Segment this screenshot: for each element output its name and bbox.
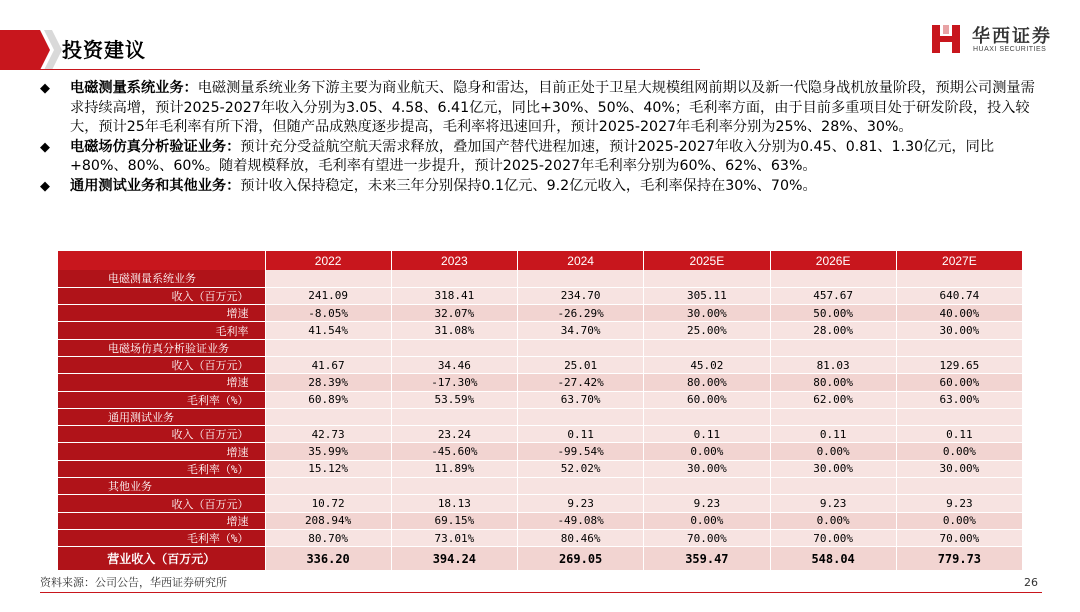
table-cell: 0.00%	[770, 443, 896, 460]
table-cell: 50.00%	[770, 305, 896, 322]
table-cell: 40.00%	[896, 305, 1022, 322]
diamond-bullet-icon: ◆	[40, 139, 50, 155]
table-cell	[518, 408, 644, 425]
bullet-lead: 通用测试业务和其他业务：	[70, 177, 241, 194]
table-row	[58, 391, 1023, 408]
row-label: 增速	[58, 512, 265, 529]
table-cell: -17.30%	[391, 374, 517, 391]
table-cell: 63.00%	[896, 391, 1022, 408]
table-cell: 11.89%	[391, 460, 517, 477]
table-cell	[770, 408, 896, 425]
table-row	[58, 374, 1023, 391]
table-cell	[896, 408, 1022, 425]
table-cell: 457.67	[770, 287, 896, 304]
table-cell	[518, 339, 644, 356]
table-header-cell: 2024	[518, 251, 644, 270]
table-cell: 30.00%	[644, 460, 770, 477]
table-cell: 63.70%	[518, 391, 644, 408]
table-cell: -27.42%	[518, 374, 644, 391]
bullet-lead: 电磁场仿真分析验证业务：	[70, 138, 241, 155]
table-cell: 41.54%	[265, 322, 391, 339]
table-cell: 305.11	[644, 287, 770, 304]
row-label: 收入（百万元）	[58, 426, 265, 443]
section-label: 通用测试业务	[58, 408, 265, 425]
table-row	[58, 322, 1023, 339]
row-label: 毛利率（%）	[58, 391, 265, 408]
table-cell	[896, 339, 1022, 356]
table-cell: -49.08%	[518, 512, 644, 529]
table-cell: 70.00%	[644, 529, 770, 546]
table-cell: -26.29%	[518, 305, 644, 322]
table-cell: 0.11	[644, 426, 770, 443]
table-cell: 80.00%	[770, 374, 896, 391]
table-cell: -99.54%	[518, 443, 644, 460]
source-note: 资料来源：公司公告，华西证券研究所	[40, 576, 227, 589]
table-row	[58, 443, 1023, 460]
table-section-row	[58, 478, 1023, 495]
brand-logo	[930, 20, 1070, 60]
table-cell: 336.20	[265, 547, 391, 571]
table-cell: 30.00%	[896, 460, 1022, 477]
table-row	[58, 460, 1023, 477]
row-label: 收入（百万元）	[58, 495, 265, 512]
bullet-item	[40, 79, 1040, 138]
table-cell: 25.01	[518, 356, 644, 373]
row-label: 毛利率（%）	[58, 529, 265, 546]
table-section-row	[58, 408, 1023, 425]
table-cell: 0.00%	[770, 512, 896, 529]
table-cell: 28.39%	[265, 374, 391, 391]
table-cell	[770, 478, 896, 495]
table-cell: 81.03	[770, 356, 896, 373]
table-header-row	[58, 251, 1023, 270]
table-cell	[518, 478, 644, 495]
table-cell: 241.09	[265, 287, 391, 304]
bullet-item	[40, 138, 1040, 177]
table-cell: 234.70	[518, 287, 644, 304]
row-label: 收入（百万元）	[58, 356, 265, 373]
page-number: 26	[1024, 576, 1038, 589]
table-cell: 70.00%	[896, 529, 1022, 546]
table-cell: 208.94%	[265, 512, 391, 529]
investment-bullets	[40, 79, 1040, 196]
table-header-cell: 2025E	[644, 251, 770, 270]
table-cell: 0.00%	[644, 443, 770, 460]
table-cell	[644, 478, 770, 495]
row-label: 增速	[58, 374, 265, 391]
table-cell: 25.00%	[644, 322, 770, 339]
table-cell: 0.11	[770, 426, 896, 443]
row-label: 收入（百万元）	[58, 287, 265, 304]
table-row	[58, 356, 1023, 373]
table-cell	[391, 339, 517, 356]
table-row	[58, 305, 1023, 322]
huaxi-logo-icon	[930, 22, 964, 56]
table-cell	[391, 270, 517, 287]
table-section-row	[58, 270, 1023, 287]
table-header-cell: 2026E	[770, 251, 896, 270]
logo-name-cn: 华西证券	[972, 26, 1052, 47]
table-cell	[770, 270, 896, 287]
row-label: 毛利率	[58, 322, 265, 339]
table-cell: 15.12%	[265, 460, 391, 477]
table-cell: 9.23	[896, 495, 1022, 512]
table-cell: 18.13	[391, 495, 517, 512]
table-cell: 69.15%	[391, 512, 517, 529]
table-cell: 45.02	[644, 356, 770, 373]
table-section-row	[58, 339, 1023, 356]
table-cell: 42.73	[265, 426, 391, 443]
table-row	[58, 495, 1023, 512]
table-cell: 73.01%	[391, 529, 517, 546]
table-cell: 60.00%	[644, 391, 770, 408]
table-header-cell: 2023	[391, 251, 517, 270]
table-row	[58, 287, 1023, 304]
table-cell: 779.73	[896, 547, 1022, 571]
table-cell: 318.41	[391, 287, 517, 304]
table-cell: 53.59%	[391, 391, 517, 408]
table-cell: 548.04	[770, 547, 896, 571]
table-body	[58, 270, 1023, 571]
table-header-cell	[58, 251, 265, 270]
table-cell: 80.46%	[518, 529, 644, 546]
bullet-item	[40, 177, 1040, 197]
bullet-text: 预计充分受益航空航天需求释放，叠加国产替代进程加速，预计2025-2027年收入分别为0.45、0.81、1.30亿元，同比+80%、80%、60%。随着规模释放，毛利率有望进一步提升，预计2025-2027年毛利率分别为60%、62%、63%。	[70, 138, 995, 174]
table-cell: 10.72	[265, 495, 391, 512]
table-cell: 60.89%	[265, 391, 391, 408]
table-cell	[391, 478, 517, 495]
table-cell	[896, 478, 1022, 495]
table-cell: 0.00%	[644, 512, 770, 529]
table-cell	[644, 339, 770, 356]
table-cell: 34.46	[391, 356, 517, 373]
table-cell	[265, 339, 391, 356]
table-cell: 9.23	[518, 495, 644, 512]
bullet-lead: 电磁测量系统业务：	[70, 80, 198, 96]
section-label: 电磁测量系统业务	[58, 270, 265, 287]
table-cell: 0.00%	[896, 512, 1022, 529]
row-label: 增速	[58, 443, 265, 460]
table-cell: 269.05	[518, 547, 644, 571]
table-cell: 0.00%	[896, 443, 1022, 460]
table-cell	[770, 339, 896, 356]
table-cell: 9.23	[644, 495, 770, 512]
table-cell: 34.70%	[518, 322, 644, 339]
table-cell: 394.24	[391, 547, 517, 571]
table-cell: 23.24	[391, 426, 517, 443]
table-cell	[265, 478, 391, 495]
diamond-bullet-icon: ◆	[40, 178, 50, 194]
section-label: 其他业务	[58, 478, 265, 495]
table-row	[58, 529, 1023, 546]
table-cell: 32.07%	[391, 305, 517, 322]
table-cell	[518, 270, 644, 287]
table-cell: 80.70%	[265, 529, 391, 546]
page-title: 投资建议	[62, 38, 146, 62]
table-cell	[265, 408, 391, 425]
table-cell	[896, 270, 1022, 287]
section-label: 电磁场仿真分析验证业务	[58, 339, 265, 356]
table-cell: -45.60%	[391, 443, 517, 460]
table-cell: 52.02%	[518, 460, 644, 477]
logo-name-en: HUAXI SECURITIES	[973, 46, 1047, 53]
table-header-cell: 2027E	[896, 251, 1022, 270]
row-label: 增速	[58, 305, 265, 322]
forecast-table	[58, 251, 1023, 571]
table-cell: 129.65	[896, 356, 1022, 373]
table-row	[58, 426, 1023, 443]
table-cell: 60.00%	[896, 374, 1022, 391]
table-cell	[644, 408, 770, 425]
table-cell: 640.74	[896, 287, 1022, 304]
table-cell: 31.08%	[391, 322, 517, 339]
table-cell: 70.00%	[770, 529, 896, 546]
table-cell: 35.99%	[265, 443, 391, 460]
bullet-text: 电磁测量系统业务下游主要为商业航天、隐身和雷达，目前正处于卫星大规模组网前期以及新一代隐身战机放量阶段，预期公司测量需求持续高增，预计2025-2027年收入分别为3.05、4.58、6.41亿元，同比+30%、50%、40%；毛利率方面，由于目前多重项目处于研发阶段，投入较大，预计25年毛利率有所下滑，但随产品成熟度逐步提高，毛利率将迅速回升，预计2025-2027年毛利率分别为25%、28%、30%。	[70, 80, 1035, 135]
table-cell: -8.05%	[265, 305, 391, 322]
row-label: 营业收入（百万元）	[58, 547, 265, 571]
table-cell: 30.00%	[770, 460, 896, 477]
table-cell: 41.67	[265, 356, 391, 373]
table-cell: 62.00%	[770, 391, 896, 408]
diamond-bullet-icon: ◆	[40, 81, 50, 96]
table-cell	[391, 408, 517, 425]
table-cell: 0.11	[896, 426, 1022, 443]
bullet-text: 预计收入保持稳定，未来三年分别保持0.1亿元、9.2亿元收入，毛利率保持在30%、70%。	[240, 177, 817, 194]
table-header-cell: 2022	[265, 251, 391, 270]
table-cell: 30.00%	[644, 305, 770, 322]
table-cell: 30.00%	[896, 322, 1022, 339]
footer-divider	[40, 592, 1042, 593]
table-cell: 9.23	[770, 495, 896, 512]
table-cell	[644, 270, 770, 287]
table-total-row	[58, 547, 1023, 571]
row-label: 毛利率（%）	[58, 460, 265, 477]
table-cell: 359.47	[644, 547, 770, 571]
table-row	[58, 512, 1023, 529]
table-cell: 80.00%	[644, 374, 770, 391]
table-cell	[265, 270, 391, 287]
table-cell: 28.00%	[770, 322, 896, 339]
table-cell: 0.11	[518, 426, 644, 443]
